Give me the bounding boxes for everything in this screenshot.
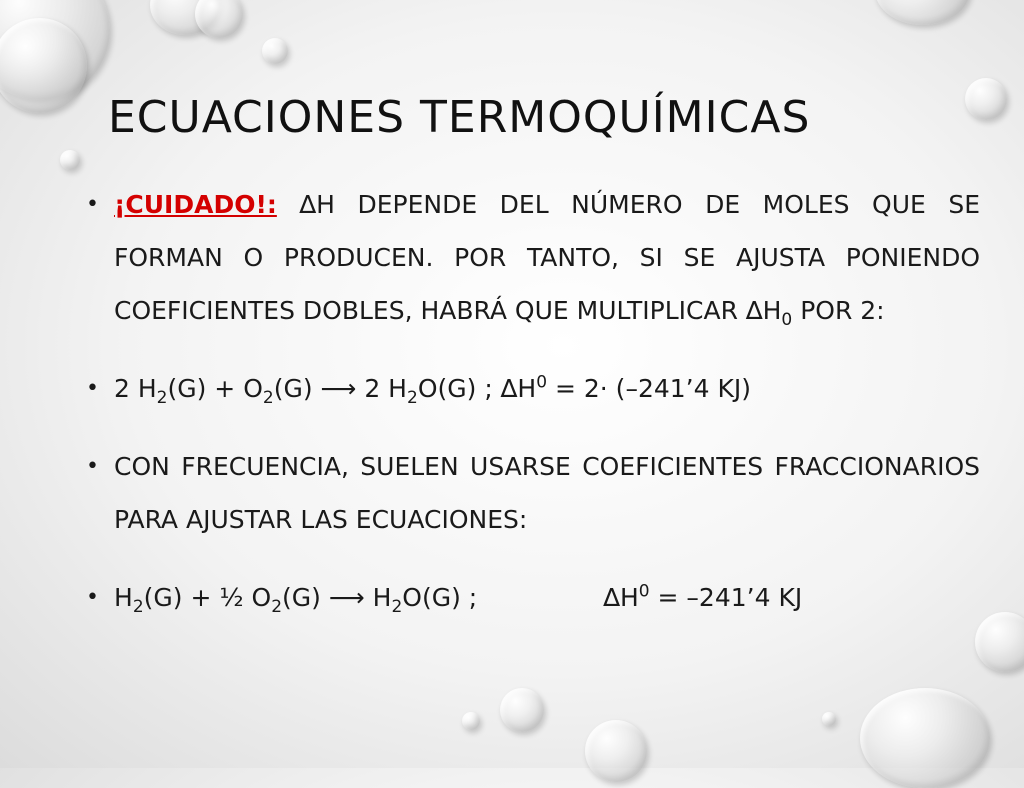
bullet-icon: • xyxy=(86,454,99,479)
water-drop-decoration xyxy=(462,712,480,730)
subscript: 0 xyxy=(781,309,793,330)
equation-part: ∆H xyxy=(603,583,639,612)
bullet-text-part: DEPENDE DEL NÚMERO DE MOLES QUE SE FORMAN O PRODUCEN. POR TANTO, SI SE AJUSTA PONIENDO COEFICIENTES DOBLES, HABRÁ QUE MULTIPLICAR xyxy=(114,190,980,325)
equation-part: (G) + ½ O xyxy=(143,583,272,612)
water-drop-decoration xyxy=(875,0,970,25)
water-drop-decoration xyxy=(0,18,87,113)
equation-part: H xyxy=(114,583,133,612)
bullet-item-warning xyxy=(86,178,980,337)
subscript: 2 xyxy=(271,596,283,617)
water-drop-decoration xyxy=(60,150,80,170)
subscript: 2 xyxy=(262,387,274,408)
superscript: 0 xyxy=(638,581,650,602)
water-drop-decoration xyxy=(975,612,1024,672)
equation-part: (G) ⟶ H xyxy=(282,583,392,612)
water-drop-decoration xyxy=(500,688,544,732)
water-drop-decoration xyxy=(262,38,288,64)
water-drop-decoration xyxy=(860,688,990,788)
bullet-text xyxy=(114,178,980,337)
delta-h-symbol: ∆H xyxy=(299,190,335,219)
bullet-icon: • xyxy=(86,585,99,610)
subscript: 2 xyxy=(132,596,144,617)
water-drop-decoration xyxy=(585,720,647,782)
bullet-item-fractional xyxy=(86,440,980,546)
water-drop-decoration xyxy=(195,0,243,38)
slide-title: ECUACIONES TERMOQUÍMICAS xyxy=(108,92,811,143)
equation-text xyxy=(114,571,980,624)
equation-part: = 2· (–241’4 KJ) xyxy=(547,374,751,403)
equation-part: O(G) ; ∆H xyxy=(417,374,537,403)
subscript: 2 xyxy=(156,387,168,408)
delta-h-symbol: ∆H xyxy=(745,296,782,325)
equation-part: = –241’4 KJ xyxy=(649,583,803,612)
bullet-text: CON FRECUENCIA, SUELEN USARSE COEFICIENTES FRACCIONARIOS PARA AJUSTAR LAS ECUACIONES: xyxy=(114,452,980,534)
subscript: 2 xyxy=(406,387,418,408)
bullet-icon: • xyxy=(86,192,99,217)
equation-part: 2 H xyxy=(114,374,157,403)
bullet-text-part: POR 2: xyxy=(792,296,885,325)
equation-part: (G) ⟶ 2 H xyxy=(273,374,407,403)
subscript: 2 xyxy=(391,596,403,617)
bullet-item-equation-doubled xyxy=(86,362,980,415)
slide-content xyxy=(86,178,980,624)
equation-part: (G) + O xyxy=(167,374,263,403)
equation-part: O(G) ; xyxy=(402,583,478,612)
equation-text xyxy=(114,362,980,415)
water-drop-decoration xyxy=(822,712,836,726)
bullet-item-equation-fractional xyxy=(86,571,980,624)
bullet-icon: • xyxy=(86,376,99,401)
warning-label: ¡CUIDADO!: xyxy=(114,190,277,219)
superscript: 0 xyxy=(536,372,548,393)
